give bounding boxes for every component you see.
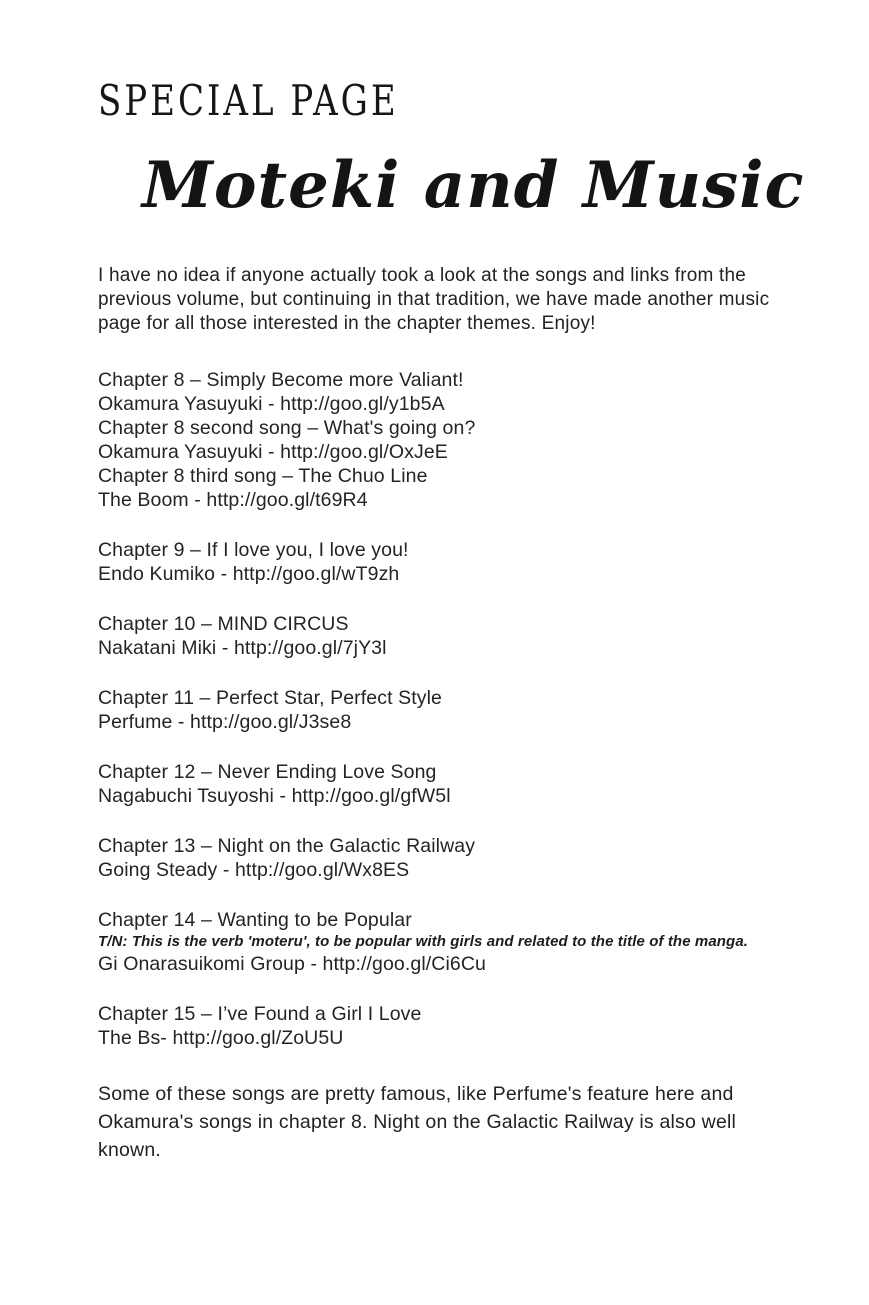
intro-line: page for all those interested in the chapter themes. Enjoy! xyxy=(98,313,596,334)
chapter-title-line: Chapter 10 – MIND CIRCUS xyxy=(98,613,349,635)
translator-note-line: T/N: This is the verb 'moteru', to be popular with girls and related to the title of the manga. xyxy=(98,933,749,950)
chapter-title-line: Chapter 12 – Never Ending Love Song xyxy=(98,761,437,783)
chapter-title-line: Chapter 9 – If I love you, I love you! xyxy=(98,539,409,561)
chapter-8-section xyxy=(98,368,799,512)
chapter-title-line: Chapter 11 – Perfect Star, Perfect Style xyxy=(98,687,442,709)
chapter-11-section xyxy=(98,686,799,734)
chapter-title-line: Chapter 8 second song – What's going on? xyxy=(98,417,476,439)
outro-line: Some of these songs are pretty famous, like Perfume's feature here and xyxy=(98,1083,734,1105)
artist-link-line: Okamura Yasuyuki - http://goo.gl/OxJeE xyxy=(98,441,448,463)
artist-link-line: Gi Onarasuikomi Group - http://goo.gl/Ci6Cu xyxy=(98,953,486,975)
artist-link-line: The Boom - http://goo.gl/t69R4 xyxy=(98,489,368,511)
chapter-13-section xyxy=(98,834,799,882)
artist-link-line: Perfume - http://goo.gl/J3se8 xyxy=(98,711,352,733)
page-title: Moteki and Music xyxy=(142,148,805,223)
chapter-title-line: Chapter 14 – Wanting to be Popular xyxy=(98,909,412,931)
artist-link-line: The Bs- http://goo.gl/ZoU5U xyxy=(98,1027,344,1049)
outro-paragraph xyxy=(98,1080,799,1164)
artist-link-line: Nagabuchi Tsuyoshi - http://goo.gl/gfW5l xyxy=(98,785,451,807)
intro-line: previous volume, but continuing in that tradition, we have made another music xyxy=(98,289,770,310)
chapter-14-section xyxy=(98,908,799,976)
chapter-title-line: Chapter 8 third song – The Chuo Line xyxy=(98,465,428,487)
chapter-12-section xyxy=(98,760,799,808)
artist-link-line: Endo Kumiko - http://goo.gl/wT9zh xyxy=(98,563,400,585)
outro-line: Okamura's songs in chapter 8. Night on the Galactic Railway is also well xyxy=(98,1111,737,1133)
outro-line: known. xyxy=(98,1139,161,1161)
kicker-heading: SPECIAL PAGE xyxy=(98,76,399,126)
artist-link-line: Nakatani Miki - http://goo.gl/7jY3l xyxy=(98,637,387,659)
artist-link-line: Going Steady - http://goo.gl/Wx8ES xyxy=(98,859,410,881)
chapter-title-line: Chapter 8 – Simply Become more Valiant! xyxy=(98,369,464,391)
chapter-10-section xyxy=(98,612,799,660)
chapter-15-section xyxy=(98,1002,799,1050)
artist-link-line: Okamura Yasuyuki - http://goo.gl/y1b5A xyxy=(98,393,445,415)
intro-line: I have no idea if anyone actually took a look at the songs and links from the xyxy=(98,265,747,286)
intro-paragraph xyxy=(98,264,799,336)
chapter-song-list xyxy=(98,368,799,1050)
chapter-9-section xyxy=(98,538,799,586)
chapter-title-line: Chapter 15 – I’ve Found a Girl I Love xyxy=(98,1003,422,1025)
chapter-title-line: Chapter 13 – Night on the Galactic Railway xyxy=(98,835,476,857)
